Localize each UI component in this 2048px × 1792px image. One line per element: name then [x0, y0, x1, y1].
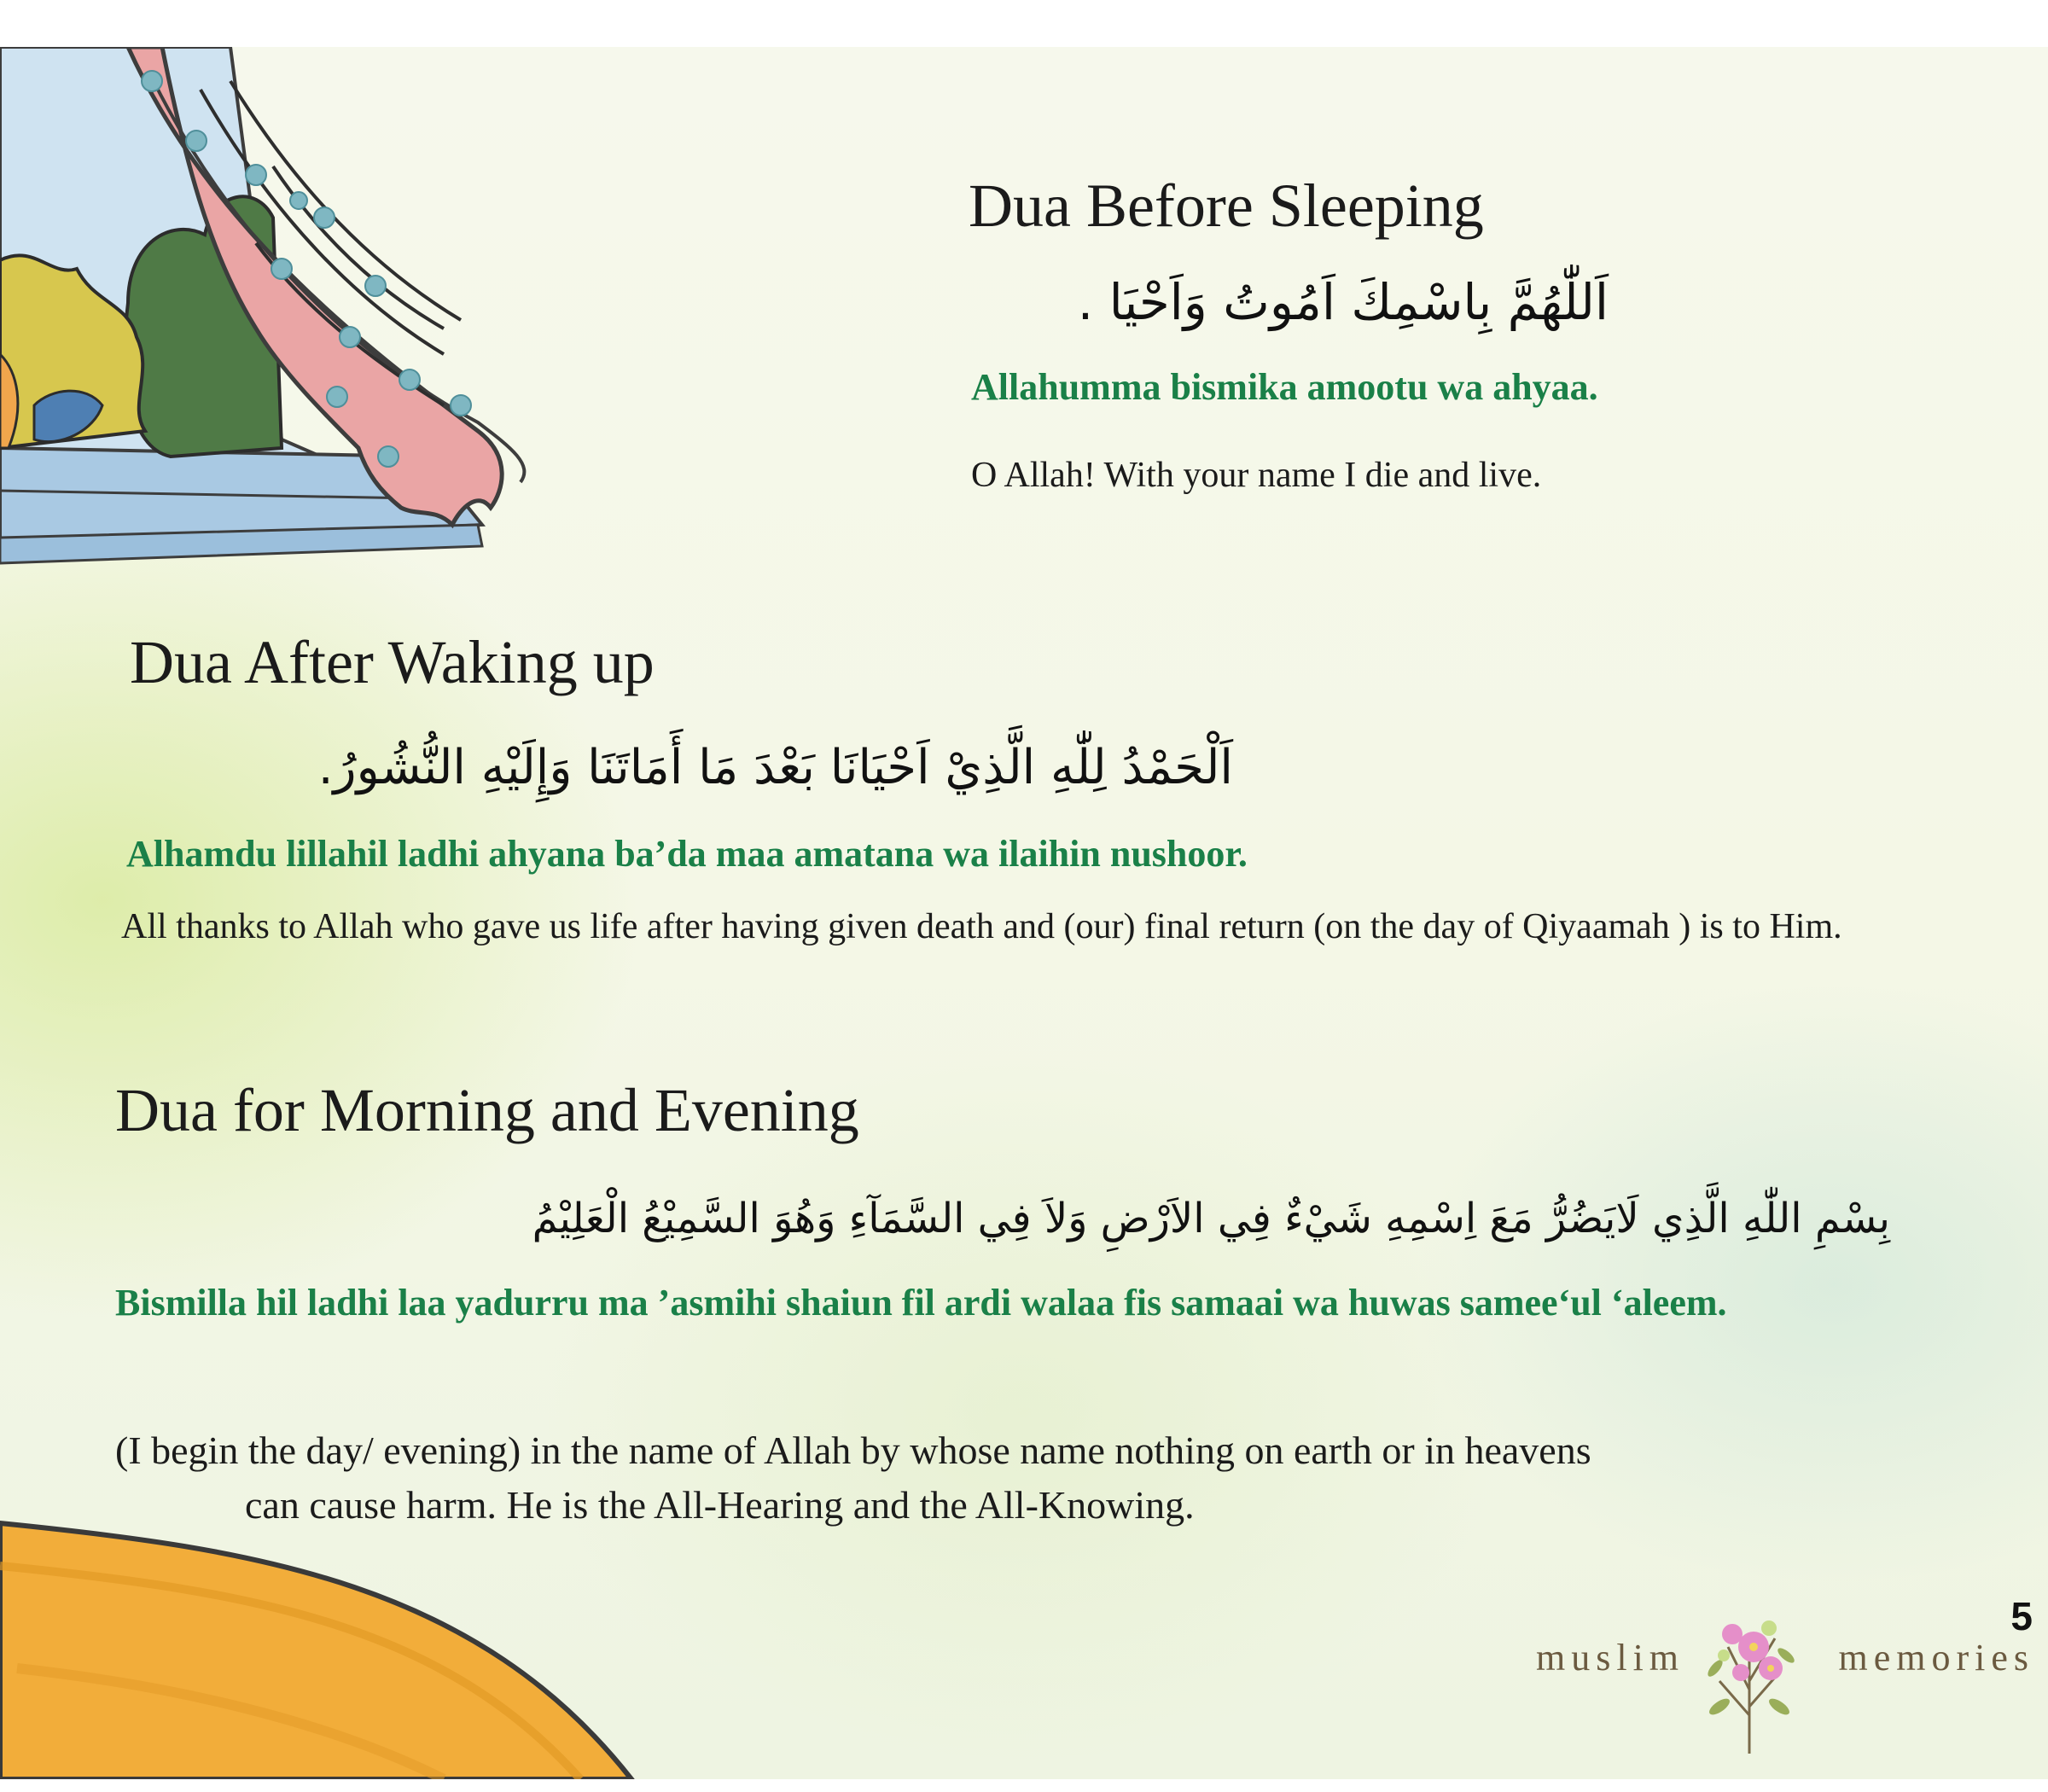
translation-dua-after-waking: All thanks to Allah who gave us life after having given death and (our) final return (on the day of Qiyaamah ) is to Him. [121, 907, 1842, 946]
transliteration-dua-after-waking: Alhamdu lillahil ladhi ahyana ba’da maa amatana wa ilaihin nushoor. [126, 833, 1248, 875]
arabic-dua-morning-evening: بِسْمِ اللّٰهِ الَّذِي لَايَضُرُّ مَعَ اِسْمِهِ شَيْءٌ فِي الاَرْضِ وَلاَ فِي السَّمَآءِ وَهُوَ السَّمِيْعُ الْعَلِيْمُ [532, 1195, 1890, 1242]
translation-dua-morning-evening [115, 1423, 1958, 1533]
translation-line-1: (I begin the day/ evening) in the name of Allah by whose name nothing on earth or in heavens [115, 1428, 1591, 1472]
page-number: 5 [2010, 1594, 2033, 1638]
bed [0, 1523, 631, 1779]
heading-dua-after-waking: Dua After Waking up [130, 628, 655, 696]
arabic-dua-before-sleeping: اَللّٰهُمَّ بِاسْمِكَ اَمُوتُ وَاَحْيَا . [1077, 273, 1609, 331]
logo-word-right: memories [1838, 1637, 2034, 1679]
book-page [0, 47, 2048, 1779]
translation-line-2: can cause harm. He is the All-Hearing and the All-Knowing. [245, 1483, 1195, 1527]
translation-dua-before-sleeping: O Allah! With your name I die and live. [971, 456, 1542, 495]
arabic-dua-after-waking: اَلْحَمْدُ لِلّٰهِ الَّذِيْ اَحْيَانَا بَعْدَ مَا أَمَاتَنَا وَإِلَيْهِ النُّشُورُ. [317, 740, 1233, 795]
brand-logo [1527, 1634, 2039, 1762]
heading-dua-before-sleeping: Dua Before Sleeping [969, 172, 1484, 240]
heading-dua-morning-evening: Dua for Morning and Evening [115, 1076, 859, 1144]
transliteration-dua-before-sleeping: Allahumma bismika amootu wa ahyaa. [971, 366, 1598, 408]
logo-word-left: muslim [1536, 1637, 1685, 1679]
transliteration-dua-morning-evening: Bismilla hil ladhi laa yadurru ma ’asmihi shaiun fil ardi walaa fis samaai wa huwas samee‘ul ‘aleem. [115, 1282, 1727, 1324]
flower-bouquet-icon [1694, 1587, 1805, 1758]
